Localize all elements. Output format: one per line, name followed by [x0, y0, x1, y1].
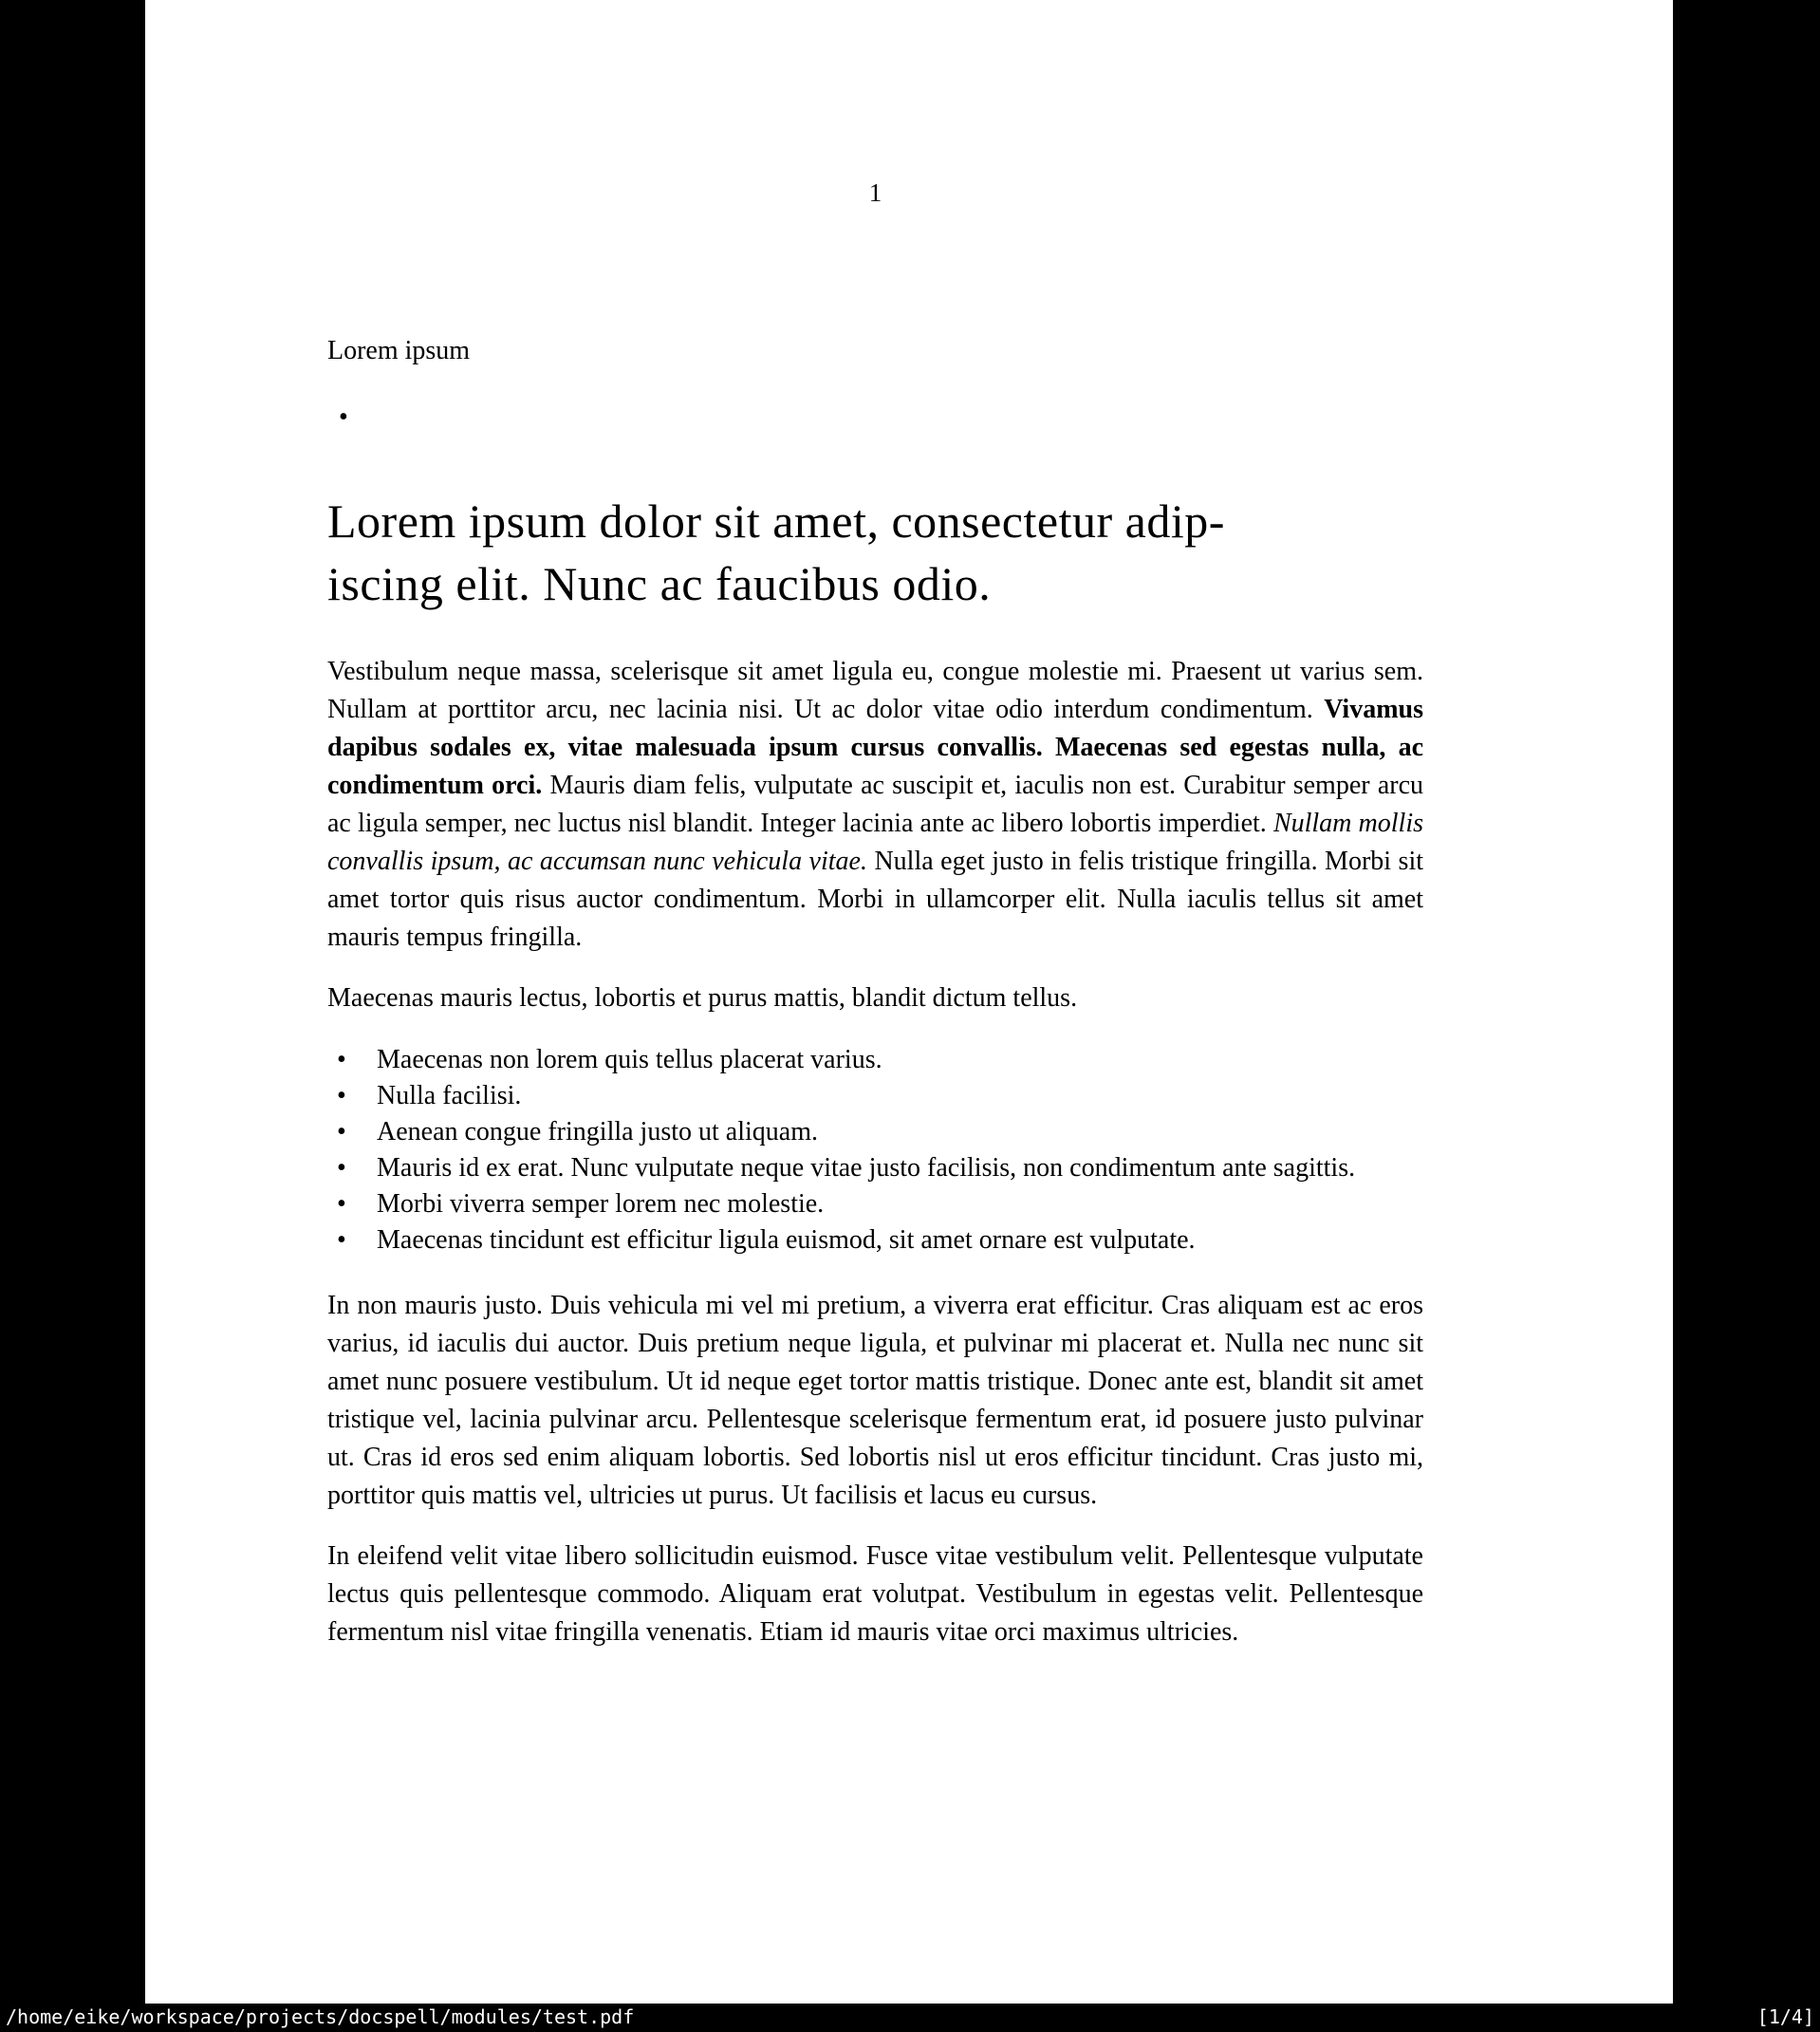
bold-text-run: Vivamus dapibus sodales ex, vitae malesuada ipsum cursus convallis. Maecenas sed egestas nulla, ac condimentum orci. — [327, 695, 1423, 800]
italic-text-run: Nullam mollis convallis ipsum, ac accumsan nunc vehicula vitae. — [327, 809, 1423, 876]
section-heading-line1: Lorem ipsum dolor sit amet, consectetur adip- — [327, 494, 1225, 548]
paragraph-1 — [327, 653, 1423, 957]
paragraph-2: Maecenas mauris lectus, lobortis et purus mattis, blandit dictum tellus. — [327, 983, 1078, 1013]
list-item: • Nulla facilisi. — [327, 1078, 1423, 1114]
list-item: • Maecenas tincidunt est efficitur ligula euismod, sit amet ornare est vulputate. — [327, 1222, 1423, 1258]
paragraph-3: In non mauris justo. Duis vehicula mi vel mi pretium, a viverra erat efficitur. Cras aliquam est ac eros varius, id iaculis dui auctor. Duis pretium neque ligula, et pulvinar mi placerat et. Nulla nec nunc sit amet nunc posuere vestibulum. Ut id neque eget tortor mattis tristique. Donec ante est, blandit sit amet tristique vel, lacinia pulvinar arcu. Pellentesque scelerisque fermentum erat, id posuere justo pulvinar ut. Cras id eros sed enim aliquam lobortis. Sed lobortis nisl ut eros efficitur tincidunt. Cras justo mi, porttitor quis mattis vel, ultricies ut purus. Ut facilisis et lacus eu cursus. — [327, 1291, 1423, 1510]
intro-text: Lorem ipsum — [327, 336, 471, 365]
document-page[interactable] — [145, 0, 1673, 2004]
text-run: Nulla eget justo in felis tristique fringilla. Morbi sit amet tortor quis risus auctor condimentum. Morbi in ullamcorper elit. Nulla iaculis tellus sit amet mauris tempus fringilla. — [327, 847, 1423, 952]
text-run: Mauris diam felis, vulputate ac suscipit et, iaculis non est. Curabitur semper arcu ac ligula semper, nec luctus nisl blandit. Integer lacinia ante ac libero lobortis imperdiet. — [327, 771, 1423, 838]
file-path: /home/eike/workspace/projects/docspell/modules/test.pdf — [6, 2005, 635, 2028]
list-item: • Maecenas non lorem quis tellus placerat varius. — [327, 1042, 1423, 1078]
bullet-list — [327, 1042, 1423, 1258]
text-run: Vestibulum neque massa, scelerisque sit amet ligula eu, congue molestie mi. Praesent ut varius sem. Nullam at porttitor arcu, nec lacinia nisi. Ut ac dolor vitae odio interdum condimentum. — [327, 657, 1423, 724]
section-heading — [327, 490, 1423, 615]
page-indicator: [1/4] — [1756, 2005, 1814, 2028]
paragraph-4: In eleifend velit vitae libero sollicitudin euismod. Fusce vitae vestibulum velit. Pellentesque vulputate lectus quis pellentesque commodo. Aliquam erat volutpat. Vestibulum in egestas velit. Pellentesque fermentum nisl vitae fringilla venenatis. Etiam id mauris vitae orci maximus ultricies. — [327, 1541, 1423, 1647]
list-item: • Morbi viverra semper lorem nec molestie. — [327, 1186, 1423, 1222]
page-number: 1 — [868, 178, 882, 207]
status-bar — [0, 2004, 1820, 2032]
section-heading-line2: iscing elit. Nunc ac faucibus odio. — [327, 557, 992, 610]
list-item: • Aenean congue fringilla justo ut aliquam. — [327, 1114, 1423, 1150]
intro-bullet: • — [339, 402, 348, 432]
list-item: • Mauris id ex erat. Nunc vulputate neque vitae justo facilisis, non condimentum ante sagittis. — [327, 1150, 1423, 1186]
page-content — [145, 0, 1673, 1651]
